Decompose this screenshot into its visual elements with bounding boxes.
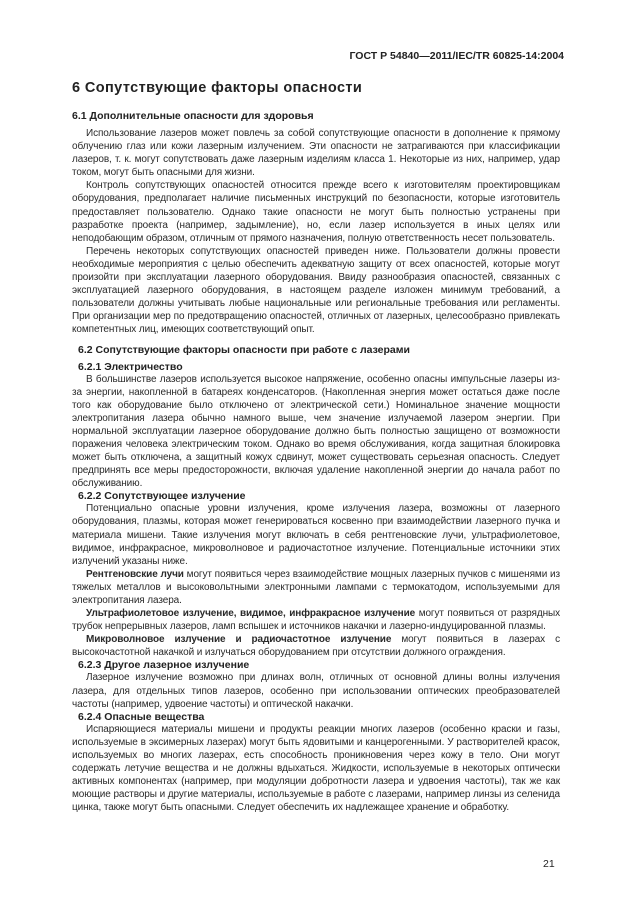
- section-6-2-heading: 6.2 Сопутствующие факторы опасности при работе с лазерами: [78, 343, 410, 356]
- paragraph-text: могут появиться через взаимодействие мощных лазерных пучков с мишенями из тяжелых металлов и высоковольтными электронными лампами с термокатодом, используемыми для электропитания лазера.: [72, 568, 560, 606]
- paragraph: Использование лазеров может повлечь за собой сопутствующие опасности в дополнение к прямому облучению глаз или кожи лазерным излучением. Эти опасности не затрагиваются при классификации лазеров, т. к. могут сопутствовать даже лазерным изделиям класса 1. Некоторые из них, например, удар током, могут быть опасными для жизни.: [72, 128, 560, 179]
- paragraph-xray: [72, 568, 560, 607]
- section-6-1-heading: 6.1 Дополнительные опасности для здоровья: [72, 110, 314, 122]
- term-microwave: Микроволновое излучение и радиочастотное излучение: [86, 634, 392, 646]
- paragraph: Испаряющиеся материалы мишени и продукты реакции многих лазеров (особенно краски и газы, используемые в эксимерных лазерах) могут быть ядовитыми и канцерогенными. У растворителей красок, используемых во многих лазерах, есть способность проникновения через кожу в тело. Они могут содержать летучие вещества и не должны вдыхаться. Жидкости, используемые в некоторых оптически активных компонентах (например, при модуляции добротности лазера и удвоения частоты), так же как моющие растворы и другие материалы, используемые в работе с лазерами, например линзы из селенида цинка, также могут быть опасными. Следует обеспечить их надлежащее хранение и обработку.: [72, 723, 560, 814]
- paragraph: Лазерное излучение возможно при длинах волн, отличных от основной длины волны излучения лазера, для отдельных типов лазеров, особенно при использовании оптических преобразователей частоты (например, удвоение частоты) и оптической накачки.: [72, 672, 560, 710]
- paragraph: В большинстве лазеров используется высокое напряжение, особенно опасны импульсные лазеры из-за энергии, накопленной в батареях конденсаторов. (Накопленная энергия может остаться даже после того как оборудование было отключено от электрической сети.) Номинальное значение мощности электропитания лазера обычно намного выше, чем значение излучаемой лазером энергии. При нормальной эксплуатации лазерное оборудование должно быть полностью защищено от возможности поражения человека электрическим током. Однако во время обслуживания, когда защитная блокировка может быть отключена, а защитный кожух сдвинут, может существовать серьезная опасность. Следует предпринять все меры предосторожности, включая удаление накопленной энергии до начала работ по обслуживанию.: [72, 373, 560, 490]
- term-xray: Рентгеновские лучи: [86, 568, 184, 580]
- page-number: 21: [543, 858, 555, 870]
- term-uv: Ультрафиолетовое излучение, видимое, инфракрасное излучение: [86, 608, 416, 620]
- paragraph-uv: [72, 607, 560, 633]
- section-6-2-3-heading: 6.2.3 Другое лазерное излучение: [78, 659, 250, 672]
- paragraph-text: могут появиться от разрядных трубок непрерывных лазеров, ламп вспышек и источников накачки и лазерно-индуцированной плазмы.: [72, 608, 560, 633]
- paragraph: Контроль сопутствующих опасностей относится прежде всего к изготовителям проектировщикам оборудования, предполагает наличие письменных инструкций по безопасности, которые изготовитель предоставляет пользователю. Однако такие опасности не могут быть полностью устранены при разработке проекта (например, задымление), но, если лазер используется в иных целях или неподобающим образом, отличным от прямого назначения, полную ответственность несет пользователь.: [72, 180, 560, 244]
- paragraph-microwave: [72, 633, 560, 659]
- paragraph: Перечень некоторых сопутствующих опасностей приведен ниже. Пользователи должны провести необходимые мероприятия с целью обеспечить адекватную защиту от всех опасностей, которые могут произойти при эксплуатации лазерного оборудования. Ввиду разнообразия опасностей, связанных с эксплуатацией лазерного оборудования, в настоящем разделе изложен минимум требований, а пользователи должны учитывать любые национальные или региональные требования или регламенты. При организации мер по предотвращению опасностей, отличных от лазерных, целесообразно привлекать компетентных лиц, имеющих соответствующий опыт.: [72, 245, 560, 336]
- document-header: ГОСТ Р 54840—2011/IEC/TR 60825-14:2004: [349, 50, 564, 62]
- section-6-2-2-heading: 6.2.2 Сопутствующее излучение: [78, 490, 246, 503]
- paragraph: Потенциально опасные уровни излучения, кроме излучения лазера, возможны от лазерного оборудования, плазмы, которая может генерироваться косвенно при взаимодействии лазерного пучка и материала мишени. Такие излучения могут включать в себя рентгеновские лучи, ультрафиолетовое, видимое, инфракрасное, микроволновое и радиочастотное излучение. Потенциальные источники этих излучений указаны ниже.: [72, 503, 560, 567]
- paragraph-text: могут появиться в лазерах с высокочастотной накачкой и излучаться оборудованием при отсутствии должного ограждения.: [72, 634, 560, 659]
- section-6-2-4-heading: 6.2.4 Опасные вещества: [78, 710, 205, 723]
- section-6-2-1-heading: 6.2.1 Электричество: [78, 360, 183, 373]
- page-content: [72, 80, 560, 814]
- section-title: 6 Сопутствующие факторы опасности: [72, 80, 363, 96]
